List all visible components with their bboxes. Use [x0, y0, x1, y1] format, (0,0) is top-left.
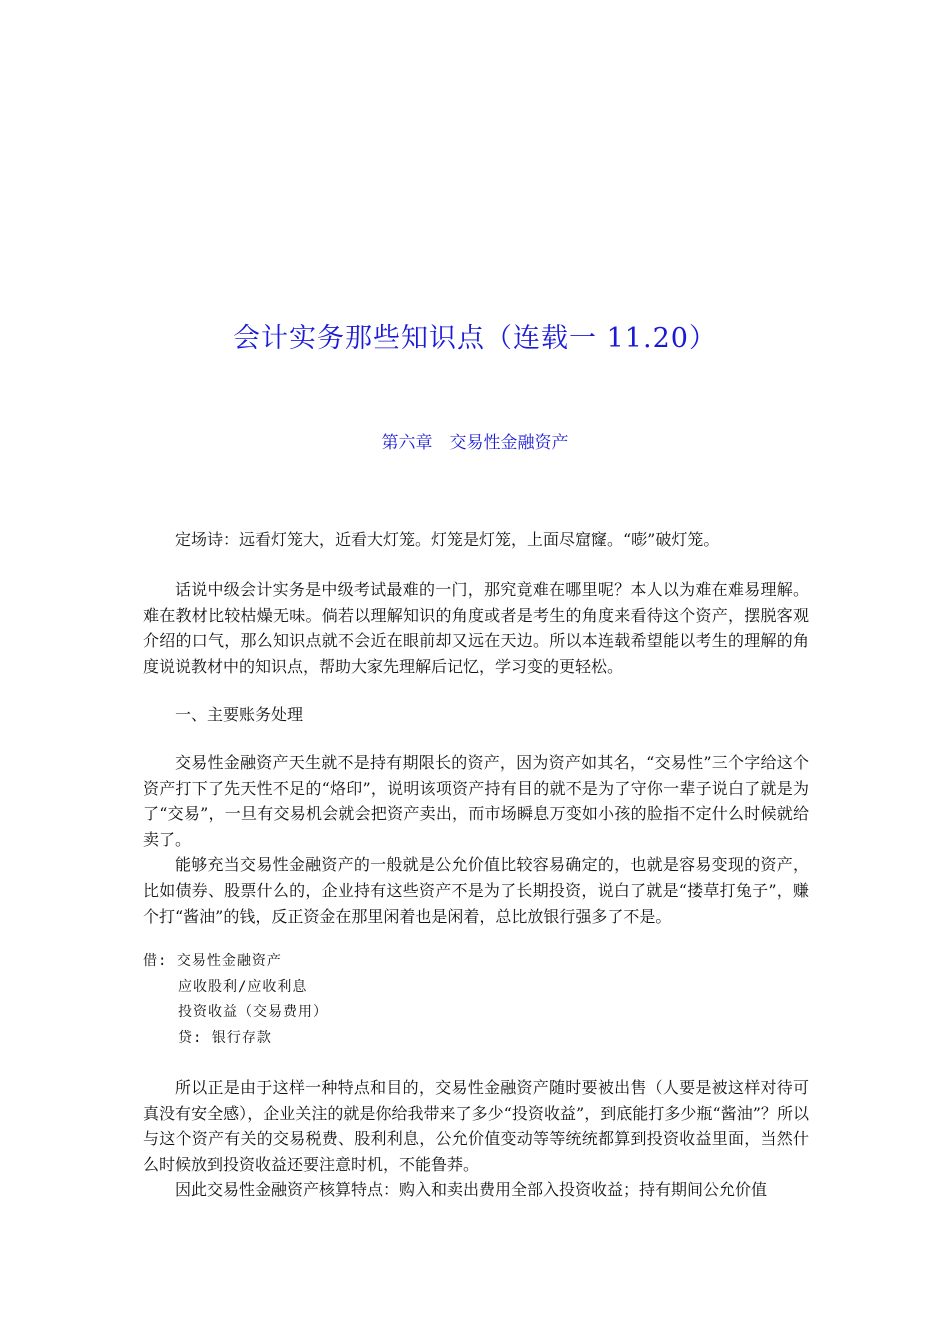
- body-block-1: [143, 750, 809, 929]
- journal-credit-line: 贷: 银行存款: [178, 1029, 272, 1046]
- body-paragraph-1: 交易性金融资产天生就不是持有期限长的资产，因为资产如其名，“交易性”三个字给这个资产打下了先天性不足的“烙印”，说明该项资产持有目的就不是为了守你一辈子说白了就是为了“交易”，一旦有交易机会就会把资产卖出，而市场瞬息万变如小孩的脸指不定什么时候就给卖了。: [143, 753, 809, 849]
- document-title: 会计实务那些知识点（连载一 11.20）: [233, 323, 717, 354]
- journal-debit-line-2: 应收股利/应收利息: [178, 978, 308, 995]
- poem-paragraph: 定场诗：远看灯笼大，近看大灯笼。灯笼是灯笼，上面尽窟窿。“嘭”破灯笼。: [175, 530, 720, 549]
- journal-entry: [143, 949, 328, 1051]
- chapter-heading: 第六章 交易性金融资产: [381, 433, 569, 453]
- intro-paragraph: 话说中级会计实务是中级考试最难的一门，那究竟难在哪里呢？本人以为难在难易理解。难在教材比较枯燥无味。倘若以理解知识的角度或者是考生的角度来看待这个资产，摆脱客观介绍的口气，那么知识点就不会近在眼前却又远在天边。所以本连载希望能以考生的理解的角度说说教材中的知识点，帮助大家先理解后记忆，学习变的更轻松。: [143, 580, 809, 676]
- journal-debit-line-3: 投资收益（交易费用）: [178, 1004, 328, 1020]
- section-heading: 一、主要账务处理: [175, 705, 304, 724]
- body-paragraph-3: 所以正是由于这样一种特点和目的，交易性金融资产随时要被出售（人要是被这样对待可真没有安全感），企业关注的就是你给我带来了多少“投资收益”，到底能打多少瓶“酱油”？所以与这个资产有关的交易税费、股利利息，公允价值变动等等统统都算到投资收益里面，当然什么时候放到投资收益还要注意时机，不能鲁莽。: [143, 1078, 809, 1174]
- poem-block: [143, 527, 809, 553]
- body-paragraph-4: 因此交易性金融资产核算特点：购入和卖出费用全部入投资收益；持有期间公允价值: [175, 1180, 768, 1200]
- section-heading-block: [143, 702, 809, 728]
- body-paragraph-2: 能够充当交易性金融资产的一般就是公允价值比较容易确定的，也就是容易变现的资产，比如债券、股票什么的，企业持有这些资产不是为了长期投资，说白了就是“搂草打兔子”，赚个打“酱油”的钱，反正资金在那里闲着也是闲着，总比放银行强多了不是。: [143, 855, 809, 926]
- journal-debit-line-1: 借: 交易性金融资产: [143, 953, 282, 969]
- intro-block: [143, 577, 809, 679]
- body-block-2: [143, 1075, 809, 1203]
